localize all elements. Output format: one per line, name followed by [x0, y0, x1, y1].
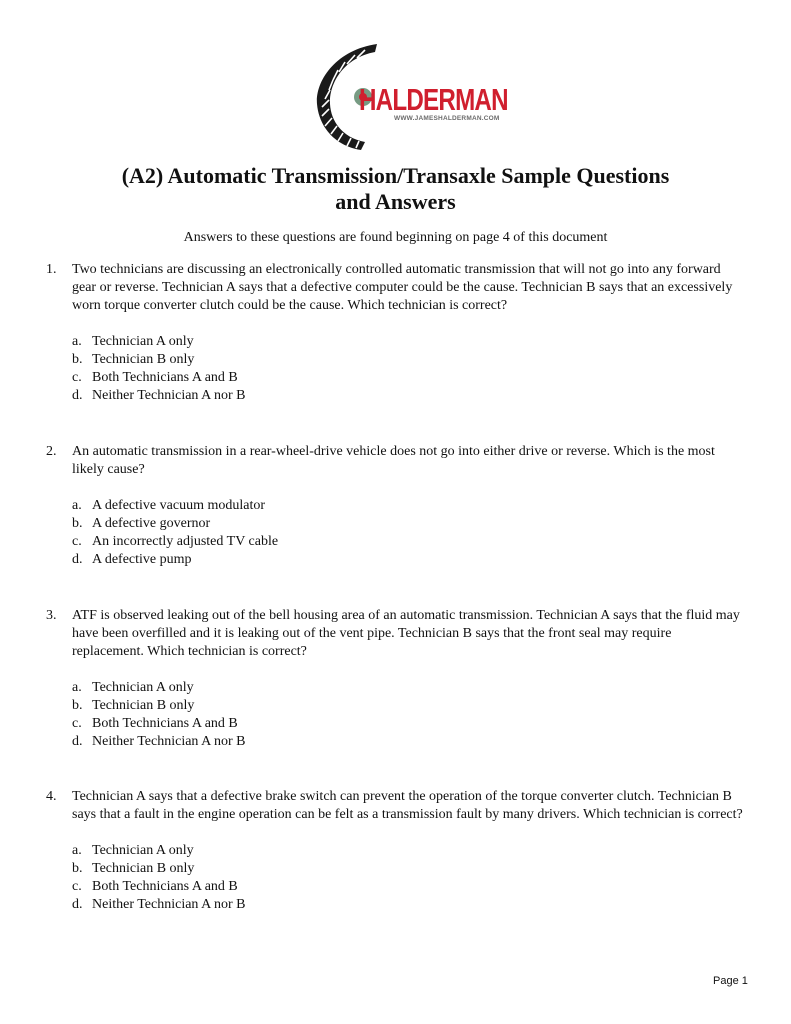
question-text: ATF is observed leaking out of the bell housing area of an automatic transmission. Technician A says that the fluid may have been overfilled and it is leaking out of the vent pipe. Technician B says that the front seal may require replacement. Which technician is correct? [72, 608, 740, 659]
answer-option-d: d. A defective pump [72, 552, 192, 567]
page-title [0, 163, 791, 215]
answer-option-b: b. Technician B only [72, 352, 195, 367]
answer-options [46, 679, 746, 751]
question-3 [46, 607, 746, 751]
answer-option-c: c. Both Technicians A and B [72, 716, 238, 731]
title-line-2: and Answers [335, 189, 456, 214]
answer-option-a: a. Technician A only [72, 680, 194, 695]
question-number: 1. [46, 262, 57, 277]
page-number: Page 1 [713, 975, 748, 987]
question-4 [46, 788, 746, 914]
question-number: 2. [46, 444, 57, 459]
page-subtitle: Answers to these questions are found beginning on page 4 of this document [183, 230, 608, 245]
question-number: 3. [46, 608, 57, 623]
answer-options [46, 333, 746, 405]
title-line-1: (A2) Automatic Transmission/Transaxle Sample Questions [121, 163, 670, 188]
logo-url-text: WWW.JAMESHALDERMAN.COM [394, 115, 500, 122]
question-text: Technician A says that a defective brake switch can prevent the operation of the torque converter clutch. Technician B says that a fault in the engine operation can be felt as a transmission fault by many drivers. Which technician is correct? [72, 789, 743, 822]
answer-option-b: b. A defective governor [72, 516, 211, 531]
answer-option-c: c. Both Technicians A and B [72, 879, 238, 894]
answer-option-d: d. Neither Technician A nor B [72, 734, 246, 749]
question-text: Two technicians are discussing an electronically controlled automatic transmission that will not go into any forward gear or reverse. Technician A says that a defective computer could be the cause. Technician B says that an excessively worn torque converter clutch could be the cause. Which technician is correct? [72, 262, 733, 313]
question-2 [46, 443, 746, 569]
answer-option-a: a. Technician A only [72, 843, 194, 858]
answer-option-c: c. An incorrectly adjusted TV cable [72, 534, 279, 549]
question-1 [46, 261, 746, 405]
question-text: An automatic transmission in a rear-wheel-drive vehicle does not go into either drive or reverse. Which is the most likely cause? [72, 444, 715, 477]
answer-option-a: a. Technician A only [72, 334, 194, 349]
answer-options [46, 497, 746, 569]
answer-option-c: c. Both Technicians A and B [72, 370, 238, 385]
answer-option-d: d. Neither Technician A nor B [72, 388, 246, 403]
question-number: 4. [46, 789, 57, 804]
answer-option-d: d. Neither Technician A nor B [72, 897, 246, 912]
answer-options [46, 842, 746, 914]
logo-brand-text: HALDERMAN [359, 82, 508, 117]
answer-option-b: b. Technician B only [72, 698, 195, 713]
answer-option-a: a. A defective vacuum modulator [72, 498, 265, 513]
halderman-logo [305, 42, 508, 152]
answer-option-b: b. Technician B only [72, 861, 195, 876]
